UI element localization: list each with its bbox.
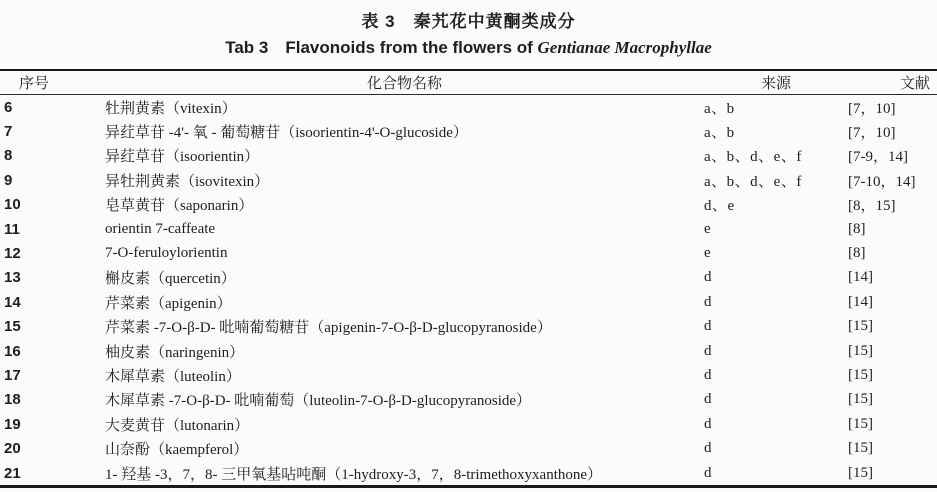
row-name: 槲皮素（quercetin） (105, 271, 236, 288)
row-ref: [7，10] (848, 125, 896, 142)
row-ref: [15] (848, 318, 873, 335)
row-ref: [8] (848, 220, 866, 237)
row-source: e (704, 245, 712, 262)
table-title-en-species: Gentianae Macrophyllae (537, 38, 712, 57)
row-num: 14 (4, 293, 21, 311)
row-num: 10 (4, 196, 21, 214)
flavonoids-table (0, 69, 937, 488)
row-ref: [8] (848, 245, 866, 262)
row-name: 异荭草苷（isoorientin） (105, 149, 260, 166)
row-source: d (704, 366, 712, 383)
row-source: d (704, 293, 712, 310)
row-num: 17 (4, 366, 21, 384)
row-name: 1- 羟基 -3，7，8- 三甲氧基呫吨酮（1-hydroxy-3，7，8-trimethoxyxanthone） (105, 466, 603, 483)
table-body (0, 95, 937, 487)
table-title-en (0, 35, 937, 60)
row-num: 7 (4, 123, 13, 141)
row-source: d (704, 318, 712, 335)
row-name: 柚皮素（naringenin） (105, 344, 245, 361)
row-name: 7-O-feruloylorientin (105, 245, 228, 262)
row-ref: [15] (848, 391, 873, 408)
column-header-num: 序号 (0, 70, 105, 95)
row-ref: [7-10，14] (848, 173, 916, 190)
table-header (0, 70, 937, 95)
row-num: 12 (4, 245, 21, 263)
row-ref: [14] (848, 293, 873, 310)
row-source: a、b (704, 100, 735, 117)
row-source: a、b、d、e、f (704, 173, 802, 190)
row-num: 15 (4, 318, 21, 336)
table-titles (0, 0, 937, 60)
table-row (0, 217, 937, 241)
table-row (0, 168, 937, 192)
row-num: 11 (4, 220, 20, 238)
row-name: 芹菜素（apigenin） (105, 295, 232, 312)
row-name: 异荭草苷 -4'- 氧 - 葡萄糖苷（isoorientin-4'-O-glucoside） (105, 125, 468, 142)
table-row (0, 461, 937, 487)
row-num: 13 (4, 269, 21, 287)
table-row (0, 241, 937, 265)
row-source: e (704, 220, 712, 237)
table-row (0, 290, 937, 314)
row-name: 木犀草素（luteolin） (105, 368, 241, 385)
table-row (0, 315, 937, 339)
row-source: a、b (704, 125, 735, 142)
row-source: d (704, 269, 712, 286)
table-row (0, 339, 937, 363)
row-name: 芹菜素 -7-O-β-D- 吡喃葡萄糖苷（apigenin-7-O-β-D-glucopyranoside） (105, 320, 552, 337)
row-source: a、b、d、e、f (704, 149, 802, 166)
row-num: 19 (4, 415, 21, 433)
row-ref: [15] (848, 464, 873, 481)
row-name: orientin 7-caffeate (105, 220, 216, 237)
table-row (0, 388, 937, 412)
table-title-en-text: Tab 3 Flavonoids from the flowers of (225, 38, 538, 57)
table-title-zh: 表 3 秦艽花中黄酮类成分 (361, 12, 576, 31)
row-ref: [7-9，14] (848, 149, 908, 166)
column-header-source: 来源 (704, 70, 848, 95)
row-source: d (704, 391, 712, 408)
row-num: 9 (4, 171, 13, 189)
row-num: 6 (4, 98, 13, 116)
row-num: 21 (4, 464, 21, 482)
row-ref: [15] (848, 415, 873, 432)
row-source: d (704, 440, 712, 457)
column-header-ref: 文献 (848, 70, 937, 95)
table-row (0, 436, 937, 460)
table-row (0, 193, 937, 217)
table-row (0, 95, 937, 120)
table-row (0, 412, 937, 436)
table-row (0, 119, 937, 143)
row-num: 16 (4, 342, 21, 360)
row-ref: [15] (848, 342, 873, 359)
row-ref: [15] (848, 440, 873, 457)
table-row (0, 363, 937, 387)
column-header-name: 化合物名称 (105, 70, 704, 95)
row-ref: [14] (848, 269, 873, 286)
row-source: d、e (704, 198, 735, 215)
row-source: d (704, 464, 712, 481)
row-num: 18 (4, 391, 21, 409)
row-ref: [7，10] (848, 100, 896, 117)
table-row (0, 144, 937, 168)
row-name: 大麦黄苷（lutonarin） (105, 417, 250, 434)
row-name: 皂草黄苷（saponarin） (105, 198, 254, 215)
row-name: 异牡荆黄素（isovitexin） (105, 173, 270, 190)
row-ref: [8，15] (848, 198, 896, 215)
row-ref: [15] (848, 366, 873, 383)
row-name: 山奈酚（kaempferol） (105, 442, 249, 459)
row-num: 20 (4, 440, 21, 458)
row-name: 牡荆黄素（vitexin） (105, 100, 237, 117)
table-row (0, 266, 937, 290)
row-name: 木犀草素 -7-O-β-D- 吡喃葡萄（luteolin-7-O-β-D-glucopyranoside） (105, 393, 532, 410)
row-source: d (704, 415, 712, 432)
row-source: d (704, 342, 712, 359)
row-num: 8 (4, 147, 13, 165)
table-header-row (0, 70, 937, 95)
